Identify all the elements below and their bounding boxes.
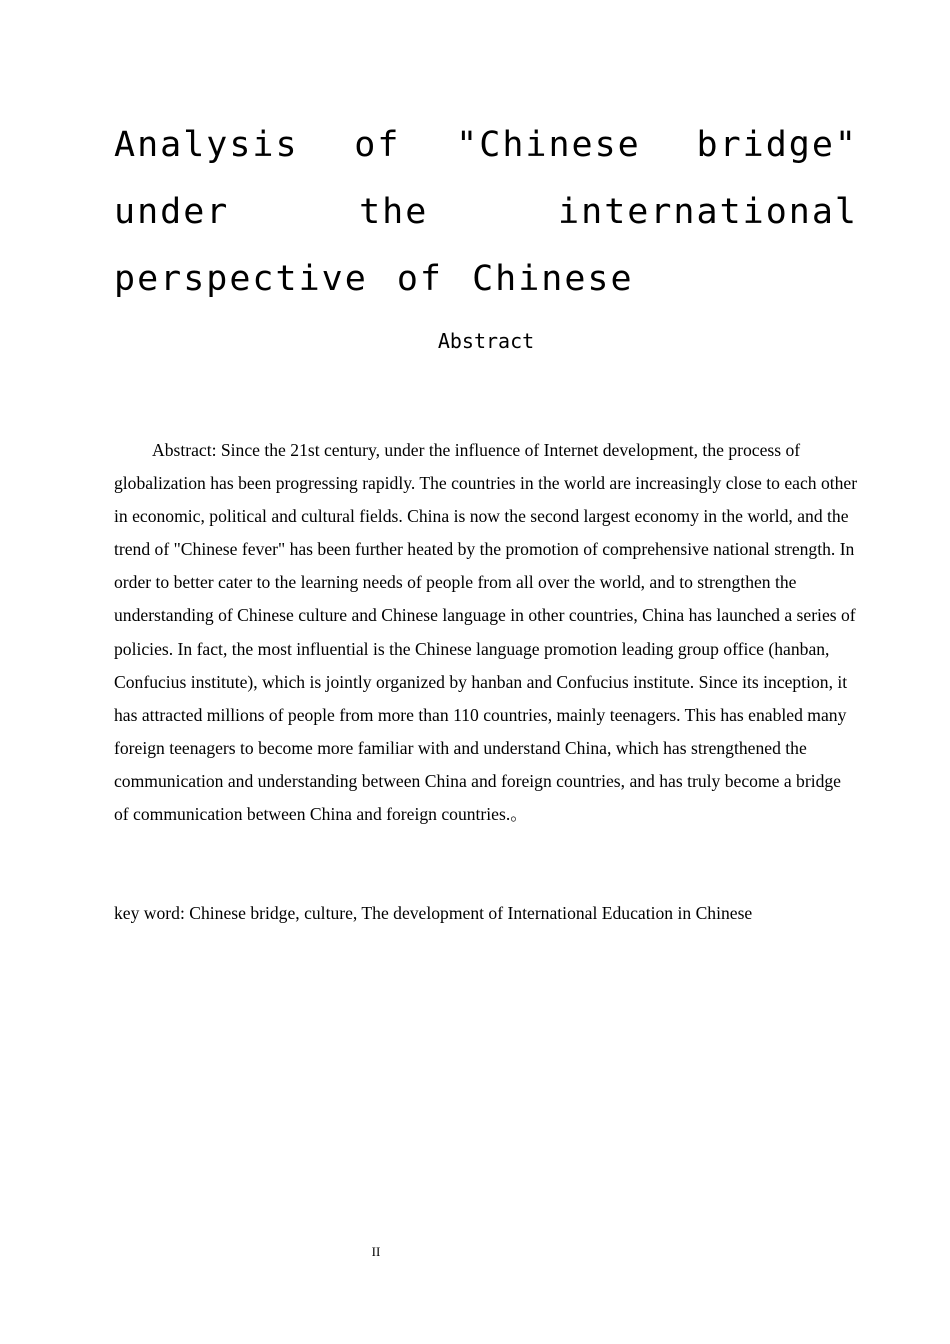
- keywords-line: key word: Chinese bridge, culture, The development of International Education in Chinese: [114, 903, 753, 923]
- abstract-heading: Abstract: [437, 329, 535, 353]
- page-number: II: [371, 1244, 381, 1259]
- abstract-paragraph: Abstract: Since the 21st century, under the influence of Internet development, the process of globalization has been progressing rapidly. The countries in the world are increasingly close to each other in economic, political and cultural fields. China is now the second largest economy in the world, and the trend of "Chinese fever" has been further heated by the promotion of comprehensive national strength. In order to better cater to the learning needs of people from all over the world, and to strengthen the understanding of Chinese culture and Chinese language in other countries, China has launched a series of policies. In fact, the most influential is the Chinese language promotion leading group office (hanban, Confucius institute), which is jointly organized by hanban and Confucius institute. Since its inception, it has attracted millions of people from more than 110 countries, mainly teenagers. This has enabled many foreign teenagers to become more familiar with and understand China, which has strengthened the communication and understanding between China and foreign countries, and has truly become a bridge of communication between China and foreign countries.。: [114, 440, 858, 825]
- document-title: Analysis of "Chinese bridge" under the international perspective of Chinese: [114, 125, 858, 299]
